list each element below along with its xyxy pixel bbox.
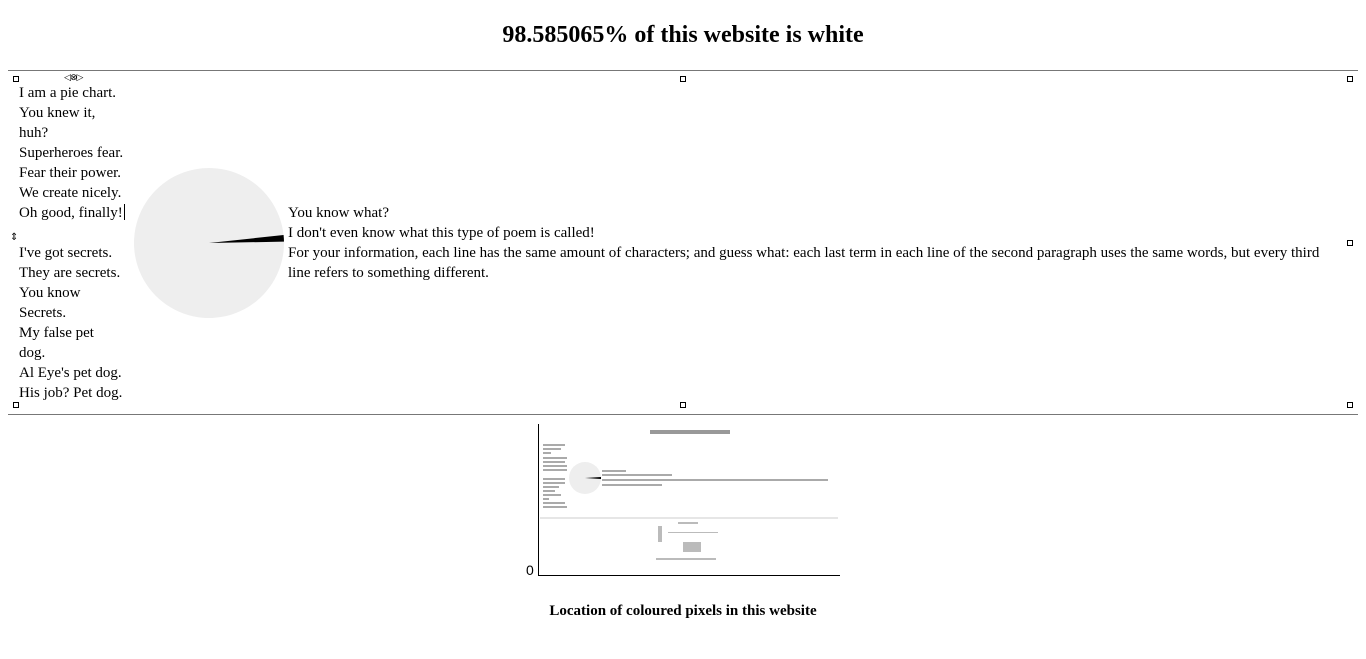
poem-line: I've got secrets.	[19, 245, 113, 261]
poem-line: Superheroes fear.	[19, 145, 124, 161]
top-divider	[8, 70, 1358, 71]
poem-line: You knew it,	[19, 105, 96, 121]
move-handle-icon[interactable]: ⇕	[10, 232, 19, 243]
page-title: 98.585065% of this website is white	[502, 22, 864, 48]
resize-handle-bottom-right[interactable]	[1347, 402, 1353, 408]
poem-line: Al Eye's pet dog.	[19, 365, 122, 381]
poem-stanza-1[interactable]	[19, 83, 139, 223]
pie-slice-white	[134, 168, 284, 318]
resize-handle-top[interactable]	[680, 76, 686, 82]
thumbnail-x-axis	[538, 575, 840, 576]
prose-line-2: I don't even know what this type of poem is called!	[288, 225, 595, 241]
resize-handle-top-right[interactable]	[1347, 76, 1353, 82]
poem-line: huh?	[19, 125, 49, 141]
poem-line: My false pet	[19, 325, 94, 341]
poem-line: We create nicely.	[19, 185, 122, 201]
poem-line: You know	[19, 285, 81, 301]
prose-block[interactable]	[288, 203, 1328, 283]
poem-line: dog.	[19, 345, 46, 361]
poem-line: Secrets.	[19, 305, 67, 321]
thumb-title-mark	[650, 430, 730, 434]
bottom-divider	[8, 414, 1358, 415]
poem-line: Oh good, finally!	[19, 205, 123, 221]
prose-line-1: You know what?	[288, 205, 389, 221]
figure-caption: Location of coloured pixels in this website	[549, 603, 817, 619]
editor-toolbar-icons[interactable]: ◁⊗▷	[64, 73, 83, 83]
axis-zero-label: 0	[526, 562, 534, 578]
poem-line: I am a pie chart.	[19, 85, 117, 101]
thumbnail-y-axis	[538, 424, 539, 576]
coloured-pixels-thumbnail	[538, 424, 840, 576]
resize-handle-top-left[interactable]	[13, 76, 19, 82]
prose-line-3: For your information, each line has the same amount of characters; and guess what: each last term in each line of the second paragraph uses the same words, but every third line refers to something different.	[288, 245, 1320, 281]
resize-handle-right[interactable]	[1347, 240, 1353, 246]
poem-line-last	[19, 203, 139, 223]
poem-line: They are secrets.	[19, 265, 121, 281]
text-caret	[124, 204, 125, 220]
poem-stanza-2[interactable]	[19, 243, 139, 403]
resize-handle-bottom[interactable]	[680, 402, 686, 408]
poem-line: His job? Pet dog.	[19, 385, 123, 401]
poem-line: Fear their power.	[19, 165, 122, 181]
pie-chart	[133, 167, 285, 319]
